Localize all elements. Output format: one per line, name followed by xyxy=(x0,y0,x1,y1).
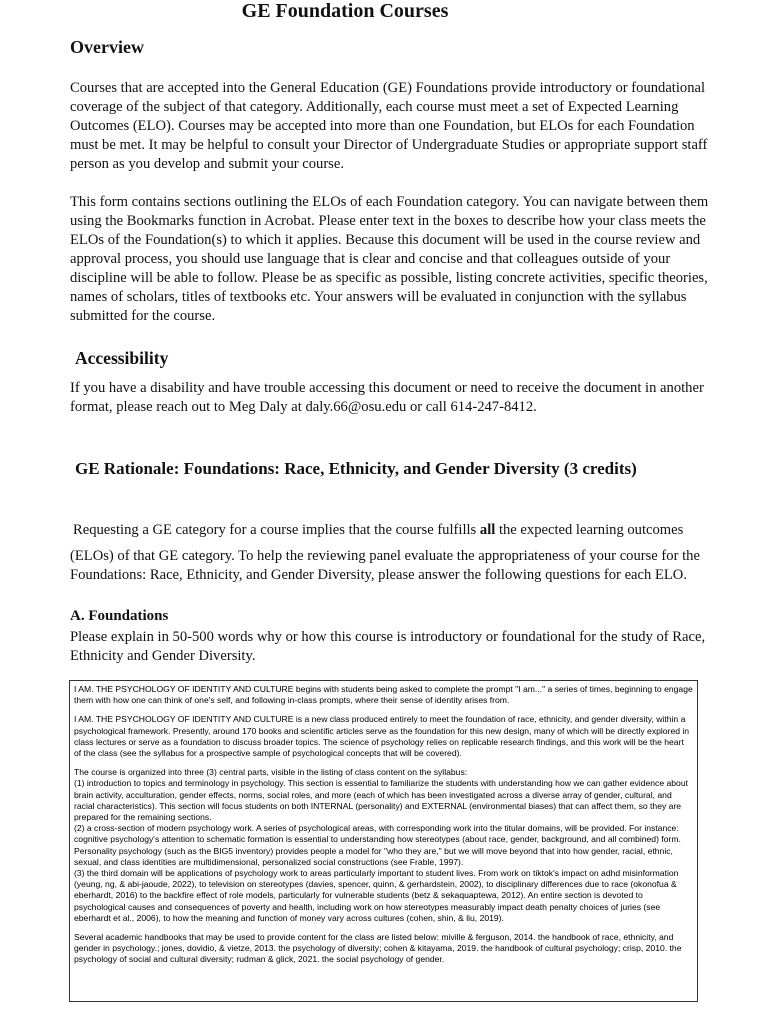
accessibility-text: If you have a disability and have trouble accessing this document or need to receive the document in another format, please reach out to Meg Daly at daly.66@osu.edu or call 614-247-8412. xyxy=(70,380,704,415)
section-a-answer-field[interactable] xyxy=(69,680,698,1002)
answer-paragraph-1: I AM. THE PSYCHOLOGY OF IDENTITY AND CULTURE begins with students being asked to complete the prompt "I am..." a series of times, beginning to engage them with how one can think of one's self, and following in-class prompts, where their sense of identity arises from. xyxy=(74,684,693,706)
rationale-paragraph: (ELOs) of that GE category. To help the reviewing panel evaluate the appropriateness of your course for the Foundations: Race, Ethnicity, and Gender Diversity, please answer the following questions for each ELO. xyxy=(70,548,700,583)
rationale-request-line xyxy=(73,522,683,539)
overview-paragraph-1: Courses that are accepted into the General Education (GE) Foundations provide introductory or foundational coverage of the subject of that category. Additionally, each course must meet a set of Expected Learning Outcomes (ELO). Courses may be accepted into more than one Foundation, but ELOs for each Foundation must be met. It may be helpful to consult your Director of Undergraduate Studies or appropriate support staff person as you develop and submit your course. xyxy=(70,80,708,172)
request-text-after: the expected learning outcomes xyxy=(495,522,684,538)
overview-paragraph-2: This form contains sections outlining the ELOs of each Foundation category. You can navigate between them using the Bookmarks function in Acrobat. Please enter text in the boxes to describe how your class meets the ELOs of the Foundation(s) to which it applies. Because this document will be used in the course review and approval process, you should use language that is clear and concise and that colleagues outside of your discipline will be able to follow. Please be as specific as possible, listing concrete activities, specific theories, names of scholars, titles of textbooks etc. Your answers will be evaluated in conjunction with the syllabus submitted for the course. xyxy=(70,194,709,324)
document-title: GE Foundation Courses xyxy=(241,0,449,22)
section-a-heading: A. Foundations xyxy=(70,608,169,624)
answer-paragraph-4: Several academic handbooks that may be used to provide content for the class are listed below: miville & ferguson, 2014. the handbook of race, ethnicity, and gender in psychology.; jones, dovidio, & vietze, 2013. the psychology of diversity; cohen & kitayama, 2019. the handbook of cultural psychology; crisp, 2010. the psychology of social and cultural diversity; rudman & glick, 2021. the social psychology of gender. xyxy=(74,932,682,965)
rationale-heading: GE Rationale: Foundations: Race, Ethnicity, and Gender Diversity (3 credits) xyxy=(75,459,637,478)
request-text-bold: all xyxy=(479,522,496,538)
answer-paragraph-2: I AM. THE PSYCHOLOGY OF IDENTITY AND CULTURE is a new class produced entirely to meet the foundation of race, ethnicity, and gender diversity, within a psychological framework. Presently, around 170 books and scientific articles serve as the foundation for this new design, many of which will be directly explored in class lectures or serve as a foundation to discuss broader topics. The science of psychology relies on replicable research findings, and this work will be the heart of the class (see the syllabus for a prospective sample of psychological concepts that will be covered). xyxy=(74,714,690,759)
overview-heading: Overview xyxy=(70,37,144,57)
answer-paragraph-3: The course is organized into three (3) central parts, visible in the listing of class content on the syllabus: (1) introduction to topics and terminology in psychology. This section is essential to familiarize the students with understanding how we can gather evidence about brain activity, acculturation, gender effects, norms, social roles, and more (each of which has been investigated across a diverse array of gender, cultural, and racial characteristics). This section will focus students on both INTERNAL (personality) and EXTERNAL (environmental biases) that can affect them, so they are prepared for the remaining sections. (2) a cross-section of modern psychology work. A series of psychological areas, with corresponding work into the titular domains, will be provided. For instance: cognitive psychology's attention to schematic formation is essential to understanding how stereotypes (about race, gender, background, and all combined) form. Personality psychology (such as the BIG5 inventory) provides people a model for "who they are," but we will move beyond that into how gender, racial, ethnic, sexual, and class identities are multidimensional, personalized social constructions (see Frable, 1997). (3) the third domain will be applications of psychology work to areas particularly important to student lives. From work on tiktok's impact on adhd misinformation (yeung, ng, & abi-jaoude, 2022), to television on stereotypes (davies, spencer, quinn, & gerhardstein, 2002), to disciplinary differences due to race (okonofua & eberhardt, 2016) to the backfire effect of role models, particularly for vulnerable students (betz & sekaquaptewa, 2012). An entire section is devoted to psychological causes and consequences of poverty and health, including work on how stereotypes measurably impact death penalty choices of juries (see eberhardt et al., 2006), to how the meaning and function of money vary across cultures (cohen, shin, & liu, 2019). xyxy=(74,767,688,923)
section-a-prompt: Please explain in 50-500 words why or how this course is introductory or foundational for the study of Race, Ethnicity and Gender Diversity. xyxy=(70,629,706,664)
request-text-before: Requesting a GE category for a course implies that the course fulfills xyxy=(73,522,480,538)
accessibility-heading: Accessibility xyxy=(75,348,169,368)
